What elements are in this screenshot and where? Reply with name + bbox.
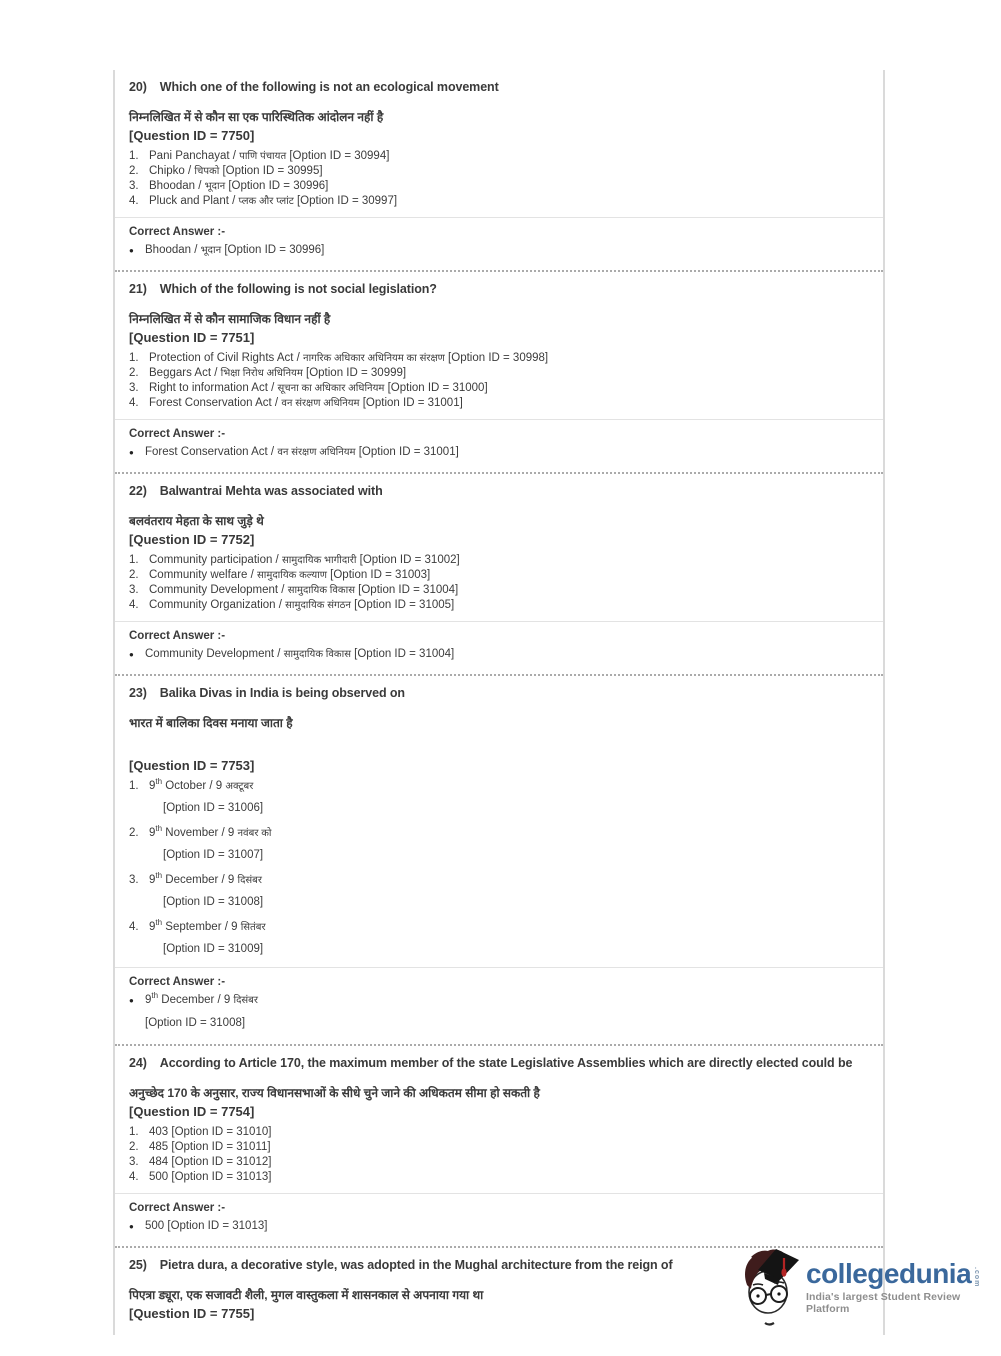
option-id: [Option ID = 31006] xyxy=(163,802,264,814)
hindi-text: नागरिक अधिकार अधिनियम का संरक्षण xyxy=(303,353,445,364)
bullet-icon: ● xyxy=(129,448,134,457)
english-text: 9 xyxy=(149,874,156,886)
option-item xyxy=(129,351,869,366)
correct-answer-label: Correct Answer :- xyxy=(129,630,226,642)
english-text: December / 9 xyxy=(162,874,238,886)
option-text xyxy=(149,920,869,935)
option-number: 1. xyxy=(129,554,139,566)
english-text: September / 9 xyxy=(162,921,241,933)
question-block xyxy=(115,676,883,1046)
option-number: 2. xyxy=(129,1141,139,1153)
english-text: [Option ID = 30995] xyxy=(219,165,323,177)
option-text xyxy=(149,1140,869,1155)
english-text: 500 [Option ID = 31013] xyxy=(149,1171,272,1183)
correct-answer-label: Correct Answer :- xyxy=(129,428,226,440)
correct-answer-value xyxy=(129,647,869,662)
bullet-icon: ● xyxy=(129,650,134,659)
option-number: 3. xyxy=(129,180,139,192)
option-item xyxy=(129,1155,869,1170)
option-item xyxy=(129,1170,869,1185)
question-text-en: Balwantrai Mehta was associated with xyxy=(159,484,383,498)
option-id: [Option ID = 31009] xyxy=(163,943,264,955)
hindi-text: सामुदायिक भागीदारी xyxy=(281,555,357,566)
hindi-text: अक्टूबर xyxy=(225,781,254,792)
option-text xyxy=(149,1155,869,1170)
english-text: [Option ID = 30996] xyxy=(225,180,329,192)
question-block xyxy=(115,70,883,272)
english-text: 9 xyxy=(145,994,152,1006)
hindi-text: वन संरक्षण अधिनियम xyxy=(277,447,356,458)
option-text xyxy=(149,149,869,164)
collegedunia-logo[interactable] xyxy=(740,1243,1001,1333)
question-text-en: Which one of the following is not an ecological movement xyxy=(159,80,499,94)
question-number: 20) xyxy=(129,80,147,94)
hindi-text: दिसंबर xyxy=(233,995,258,1006)
options-list xyxy=(129,1125,869,1185)
question-text-en: Which of the following is not social legislation? xyxy=(159,282,437,296)
options-list xyxy=(129,779,869,956)
option-item xyxy=(129,396,869,411)
option-number: 1. xyxy=(129,780,139,792)
option-item xyxy=(129,1125,869,1140)
option-number: 4. xyxy=(129,397,139,409)
hindi-text: दिसंबर xyxy=(237,875,262,886)
question-title xyxy=(129,484,869,499)
hindi-text: सामुदायिक विकास xyxy=(283,649,351,660)
option-item xyxy=(129,826,869,841)
options-list xyxy=(129,351,869,411)
option-number: 4. xyxy=(129,1171,139,1183)
option-item xyxy=(129,873,869,888)
option-number: 1. xyxy=(129,352,139,364)
english-text: Community participation / xyxy=(149,554,282,566)
english-text: [Option ID = 31004] xyxy=(350,648,455,660)
brand-text xyxy=(806,1243,1001,1315)
superscript-text: th xyxy=(155,918,163,928)
english-text: [Option ID = 30996] xyxy=(221,244,325,256)
bullet-icon: ● xyxy=(129,1222,134,1231)
question-text-hindi: निम्नलिखित में से कौन सामाजिक विधान नहीं है xyxy=(129,312,331,326)
hindi-text: नवंबर को xyxy=(237,828,272,839)
english-text: [Option ID = 30999] xyxy=(302,367,407,379)
superscript-text: th xyxy=(151,991,159,1001)
option-item xyxy=(129,553,869,568)
hindi-text: सामुदायिक संगठन xyxy=(285,600,351,611)
hindi-text: पाणि पंचायत xyxy=(239,151,287,162)
correct-answer-box xyxy=(115,967,883,1039)
hindi-text: चिपको xyxy=(194,166,220,177)
question-block xyxy=(115,474,883,676)
question-number: 21) xyxy=(129,282,147,296)
option-item xyxy=(129,164,869,179)
question-text-en: Balika Divas in India is being observed on xyxy=(159,686,405,700)
option-text xyxy=(149,583,869,598)
hindi-text: सामुदायिक कल्याण xyxy=(257,570,327,581)
english-text: [Option ID = 31001] xyxy=(359,397,463,409)
options-list xyxy=(129,149,869,209)
hindi-text: भूदान xyxy=(200,245,222,256)
option-item xyxy=(129,598,869,613)
option-number: 4. xyxy=(129,921,139,933)
english-text: [Option ID = 31003] xyxy=(326,569,431,581)
correct-answer-value xyxy=(129,445,869,460)
hindi-text: सूचना का अधिकार अधिनियम xyxy=(277,383,385,394)
option-item xyxy=(129,583,869,598)
correct-answer-label: Correct Answer :- xyxy=(129,226,226,238)
english-text: October / 9 xyxy=(162,780,226,792)
superscript-text: th xyxy=(155,871,163,881)
hindi-text: सामुदायिक विकास xyxy=(287,585,355,596)
english-text: November / 9 xyxy=(162,827,238,839)
english-text: [Option ID = 30994] xyxy=(286,150,390,162)
correct-answer-label: Correct Answer :- xyxy=(129,976,226,988)
option-text xyxy=(149,194,869,209)
correct-answer-box xyxy=(115,621,883,669)
english-text: 9 xyxy=(149,827,156,839)
option-id: [Option ID = 31008] xyxy=(163,896,264,908)
question-text-en: Pietra dura, a decorative style, was adopted in the Mughal architecture from the reign of xyxy=(159,1258,673,1272)
option-text xyxy=(149,381,869,396)
question-number: 25) xyxy=(129,1258,147,1272)
option-text xyxy=(149,873,869,888)
correct-answer-label: Correct Answer :- xyxy=(129,1202,226,1214)
english-text: December / 9 xyxy=(158,994,234,1006)
logo-wordmark: collegedunia xyxy=(806,1258,972,1289)
option-text xyxy=(149,1170,869,1185)
english-text: Pluck and Plant / xyxy=(149,195,239,207)
question-number: 22) xyxy=(129,484,147,498)
question-text-hindi: भारत में बालिका दिवस मनाया जाता है xyxy=(129,716,293,730)
correct-answer-id: [Option ID = 31008] xyxy=(145,1017,246,1029)
english-text: 9 xyxy=(149,921,156,933)
correct-answer-value xyxy=(129,1219,869,1234)
option-number: 3. xyxy=(129,1156,139,1168)
correct-answer-value xyxy=(129,993,869,1008)
option-item xyxy=(129,366,869,381)
option-number: 2. xyxy=(129,569,139,581)
question-id: [Question ID = 7755] xyxy=(129,1306,255,1321)
hindi-text: सितंबर xyxy=(240,922,266,933)
question-text-hindi: अनुच्छेद 170 के अनुसार, राज्य विधानसभाओं के सीधे चुने जाने की अधिकतम सीमा हो सकती है xyxy=(129,1086,540,1100)
english-text: Community Development / xyxy=(145,648,284,660)
option-number: 3. xyxy=(129,382,139,394)
option-text xyxy=(149,553,869,568)
question-title xyxy=(129,80,869,95)
option-number: 4. xyxy=(129,195,139,207)
option-id: [Option ID = 31007] xyxy=(163,849,264,861)
english-text: [Option ID = 31000] xyxy=(384,382,488,394)
english-text: [Option ID = 31002] xyxy=(356,554,460,566)
english-text: Bhoodan / xyxy=(145,244,201,256)
question-title xyxy=(129,282,869,297)
correct-answer-box xyxy=(115,1193,883,1241)
option-text xyxy=(149,351,869,366)
question-text-hindi: निम्नलिखित में से कौन सा एक पारिस्थितिक आंदोलन नहीं है xyxy=(129,110,384,124)
logo-tagline: India's largest Student Review Platform xyxy=(806,1291,961,1315)
correct-answer-text xyxy=(145,993,869,1008)
english-text: Beggars Act / xyxy=(149,367,221,379)
option-item xyxy=(129,1140,869,1155)
option-number: 3. xyxy=(129,584,139,596)
english-text: Chipko / xyxy=(149,165,195,177)
english-text: Community Organization / xyxy=(149,599,286,611)
question-id: [Question ID = 7751] xyxy=(129,330,255,345)
option-number: 2. xyxy=(129,827,139,839)
option-text xyxy=(149,1125,869,1140)
english-text: 9 xyxy=(149,780,156,792)
hindi-text: वन संरक्षण अधिनियम xyxy=(281,398,360,409)
hindi-text: प्लक और प्लांट xyxy=(238,196,294,207)
option-item xyxy=(129,920,869,935)
bullet-icon: ● xyxy=(129,996,134,1005)
question-id: [Question ID = 7750] xyxy=(129,128,255,143)
correct-answer-box xyxy=(115,217,883,265)
option-text xyxy=(149,396,869,411)
option-number: 1. xyxy=(129,1126,139,1138)
question-number: 23) xyxy=(129,686,147,700)
superscript-text: th xyxy=(155,777,163,787)
option-text xyxy=(149,366,869,381)
option-item xyxy=(129,779,869,794)
correct-answer-value xyxy=(129,243,869,258)
english-text: [Option ID = 31005] xyxy=(350,599,455,611)
english-text: Right to information Act / xyxy=(149,382,278,394)
option-item xyxy=(129,381,869,396)
option-number: 2. xyxy=(129,367,139,379)
english-text: 485 [Option ID = 31011] xyxy=(149,1141,271,1153)
question-block xyxy=(115,1046,883,1248)
logo-tld-label: .com xyxy=(973,1267,981,1288)
option-text xyxy=(149,568,869,583)
options-list xyxy=(129,553,869,613)
correct-answer-text xyxy=(145,647,869,662)
question-id: [Question ID = 7754] xyxy=(129,1104,255,1119)
option-number: 4. xyxy=(129,599,139,611)
question-id: [Question ID = 7753] xyxy=(129,758,255,773)
english-text: Bhoodan / xyxy=(149,180,205,192)
english-text: Community Development / xyxy=(149,584,288,596)
english-text: [Option ID = 30998] xyxy=(444,352,549,364)
english-text: Protection of Civil Rights Act / xyxy=(149,352,304,364)
english-text: 403 [Option ID = 31010] xyxy=(149,1126,272,1138)
correct-answer-text xyxy=(145,445,869,460)
option-number: 3. xyxy=(129,874,139,886)
english-text: Forest Conservation Act / xyxy=(149,397,282,409)
superscript-text: th xyxy=(155,824,163,834)
option-item xyxy=(129,194,869,209)
question-title xyxy=(129,686,869,701)
option-item xyxy=(129,179,869,194)
question-text-hindi: पिएत्रा ड्यूरा, एक सजावटी शैली, मुगल वास्तुकला में शासनकाल से अपनाया गया था xyxy=(129,1288,484,1302)
question-text-hindi: बलवंतराय मेहता के साथ जुड़े थे xyxy=(129,514,264,528)
question-id: [Question ID = 7752] xyxy=(129,532,255,547)
question-block xyxy=(115,272,883,474)
option-text xyxy=(149,779,869,794)
option-text xyxy=(149,826,869,841)
option-number: 1. xyxy=(129,150,139,162)
option-text xyxy=(149,598,869,613)
correct-answer-text xyxy=(145,1219,869,1234)
correct-answer-box xyxy=(115,419,883,467)
option-item xyxy=(129,149,869,164)
question-number: 24) xyxy=(129,1056,147,1070)
english-text: [Option ID = 31001] xyxy=(355,446,459,458)
option-text xyxy=(149,164,869,179)
graduate-mascot-icon xyxy=(740,1243,802,1333)
english-text: [Option ID = 30997] xyxy=(293,195,398,207)
english-text: Pani Panchayat / xyxy=(149,150,240,162)
correct-answer-text xyxy=(145,243,869,258)
english-text: 500 [Option ID = 31013] xyxy=(145,1220,268,1232)
bullet-icon: ● xyxy=(129,246,134,255)
hindi-text: भिक्षा निरोध अधिनियम xyxy=(220,368,303,379)
hindi-text: भूदान xyxy=(204,181,226,192)
question-text-en: According to Article 170, the maximum member of the state Legislative Assemblies which are directly elected could be xyxy=(159,1056,853,1070)
english-text: Community welfare / xyxy=(149,569,258,581)
option-text xyxy=(149,179,869,194)
english-text: [Option ID = 31004] xyxy=(354,584,459,596)
option-number: 2. xyxy=(129,165,139,177)
english-text: 484 [Option ID = 31012] xyxy=(149,1156,272,1168)
questions-container xyxy=(113,70,885,1335)
english-text: Forest Conservation Act / xyxy=(145,446,278,458)
option-item xyxy=(129,568,869,583)
question-title xyxy=(129,1056,869,1071)
